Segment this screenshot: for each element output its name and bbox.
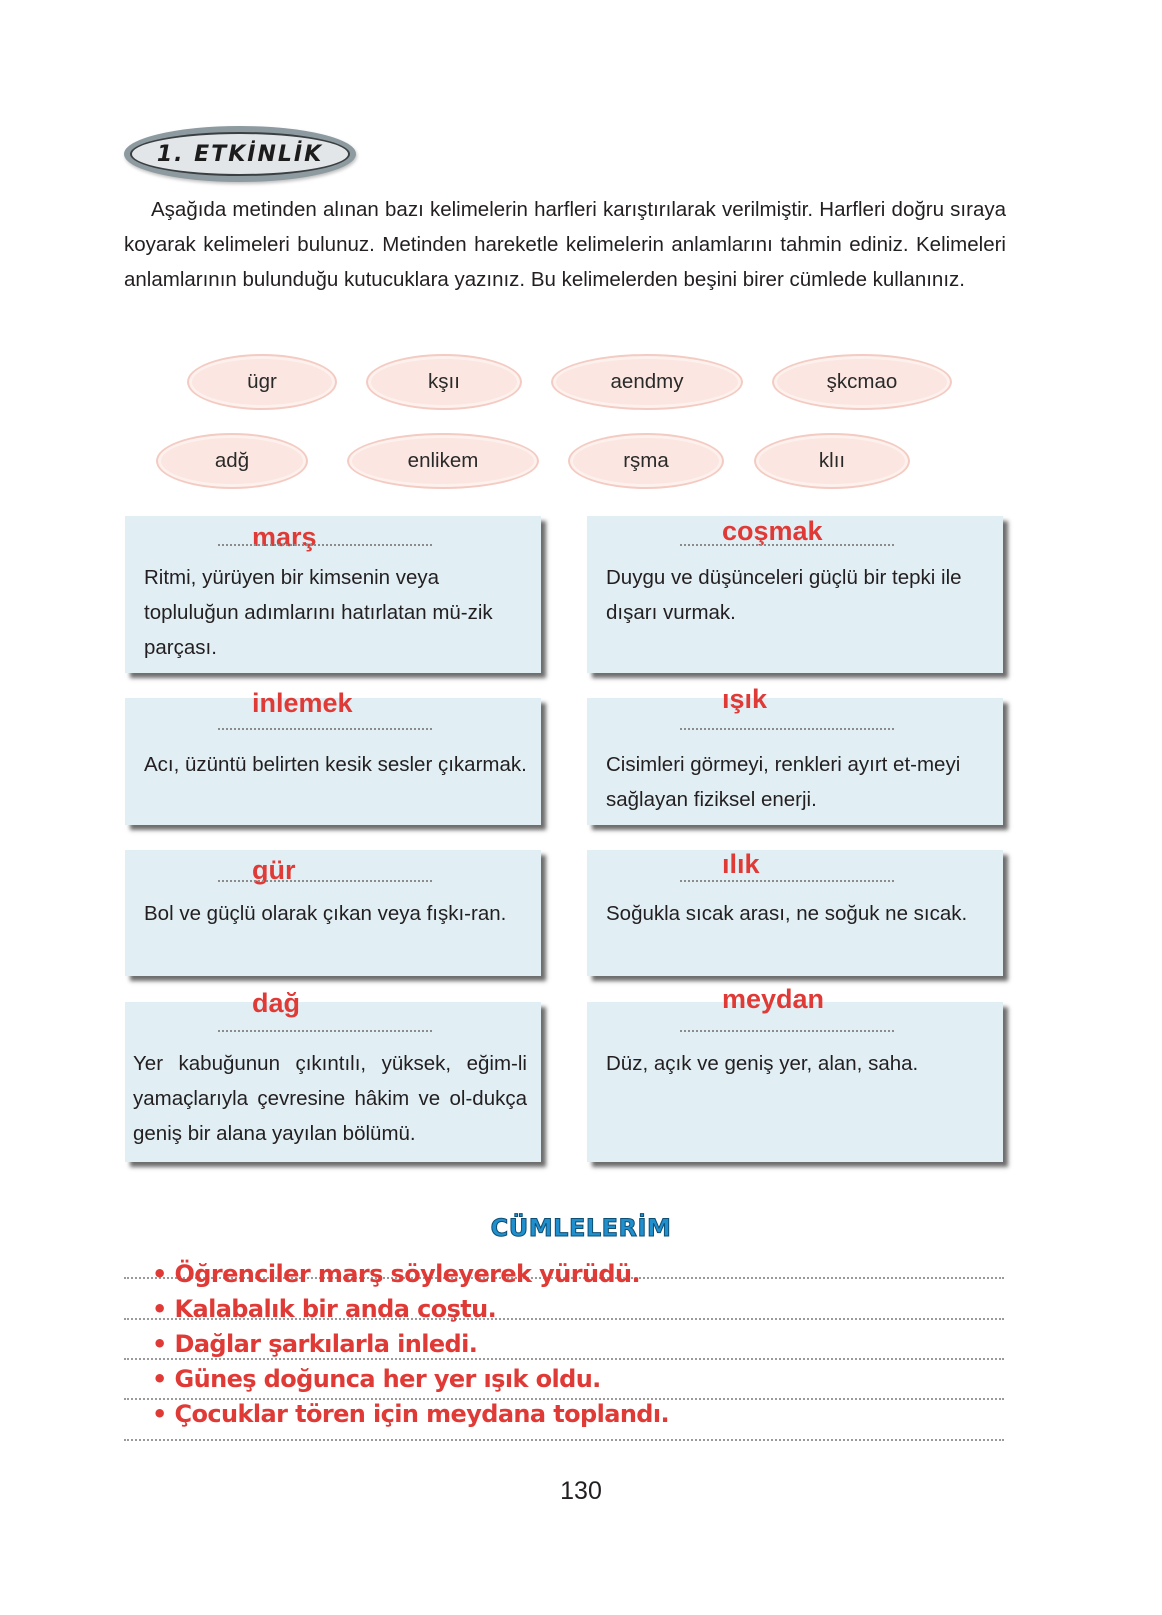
answer-blank-line <box>680 880 894 882</box>
sentence-item: • Kalabalık bir anda coştu. <box>152 1295 497 1323</box>
sentence-item: • Öğrenciler marş söyleyerek yürüdü. <box>152 1260 641 1288</box>
definition-card <box>125 516 541 673</box>
definition-text: Bol ve güçlü olarak çıkan veya fışkı-ran. <box>144 902 507 925</box>
scrambled-word-chip: adğ <box>156 433 308 489</box>
answer-blank-line <box>218 1030 432 1032</box>
definition-card <box>587 684 1003 825</box>
activity-badge-inner <box>130 132 350 176</box>
answer-text: inlemek <box>252 688 353 718</box>
activity-title: 1. ETKİNLİK <box>156 141 324 167</box>
definition-card <box>587 984 1003 1162</box>
definition-text: Yer kabuğunun çıkıntılı, yüksek, eğim-li yamaçlarıyla çevresine hâkim ve ol-dukça geniş bir alana yayılan bölümü. <box>133 1052 527 1145</box>
scrambled-word-chip: ügr <box>187 354 337 410</box>
answer-blank-line <box>680 544 894 546</box>
sentences-section-title: CÜMLELERİM <box>490 1214 672 1242</box>
definition-card <box>125 850 541 976</box>
instructions-paragraph: Aşağıda metinden alınan bazı kelimelerin harfleri karıştırılarak verilmiştir. Harfleri doğru sıraya koyarak kelimeleri bulunuz. Metinden hareketle kelimelerin anlamlarını tahmin ediniz. Kelimeleri anlamlarının bulunduğu kutucuklara yazınız. Bu kelimelerden beşini birer cümlede kullanınız. <box>124 198 1006 291</box>
writing-line <box>124 1439 1004 1441</box>
writing-line <box>124 1358 1004 1360</box>
answer-text: dağ <box>252 988 301 1018</box>
definition-text: Acı, üzüntü belirten kesik sesler çıkarmak. <box>144 753 527 776</box>
scrambled-word-chip: aendmy <box>551 354 743 410</box>
definition-text: Soğukla sıcak arası, ne soğuk ne sıcak. <box>606 902 968 925</box>
definition-card <box>587 850 1003 976</box>
sentence-item: • Çocuklar tören için meydana toplandı. <box>152 1400 670 1428</box>
definition-text: Düz, açık ve geniş yer, alan, saha. <box>606 1052 919 1075</box>
scrambled-word-chip: kşıı <box>366 354 522 410</box>
definition-text: Duygu ve düşünceleri güçlü bir tepki ile dışarı vurmak. <box>606 566 962 624</box>
answer-blank-line <box>680 1030 894 1032</box>
activity-badge <box>124 126 356 182</box>
answer-text: coşmak <box>722 516 823 546</box>
answer-text: ışık <box>722 684 768 714</box>
answer-blank-line <box>680 728 894 730</box>
definition-card <box>125 688 541 825</box>
answer-text: gür <box>252 855 296 885</box>
answer-blank-line <box>218 880 432 882</box>
answer-text: ılık <box>722 849 760 879</box>
definition-card <box>587 516 1003 673</box>
answer-blank-line <box>218 544 432 546</box>
scrambled-word-chip: rşma <box>568 433 724 489</box>
answer-text: meydan <box>722 984 825 1014</box>
page-number: 130 <box>560 1477 602 1505</box>
definition-text: Cisimleri görmeyi, renkleri ayırt et-meyi sağlayan fiziksel enerji. <box>606 753 961 811</box>
answer-blank-line <box>218 728 432 730</box>
scrambled-word-chip: klıı <box>754 433 910 489</box>
definition-text: Ritmi, yürüyen bir kimsenin veya topluluğun adımlarını hatırlatan mü-zik parçası. <box>144 566 493 659</box>
scrambled-word-chip: enlikem <box>347 433 539 489</box>
scrambled-word-chip: şkcmao <box>772 354 952 410</box>
definition-card <box>125 988 541 1162</box>
answer-text: marş <box>252 522 317 552</box>
sentence-item: • Güneş doğunca her yer ışık oldu. <box>152 1365 601 1393</box>
sentence-item: • Dağlar şarkılarla inledi. <box>152 1330 478 1358</box>
